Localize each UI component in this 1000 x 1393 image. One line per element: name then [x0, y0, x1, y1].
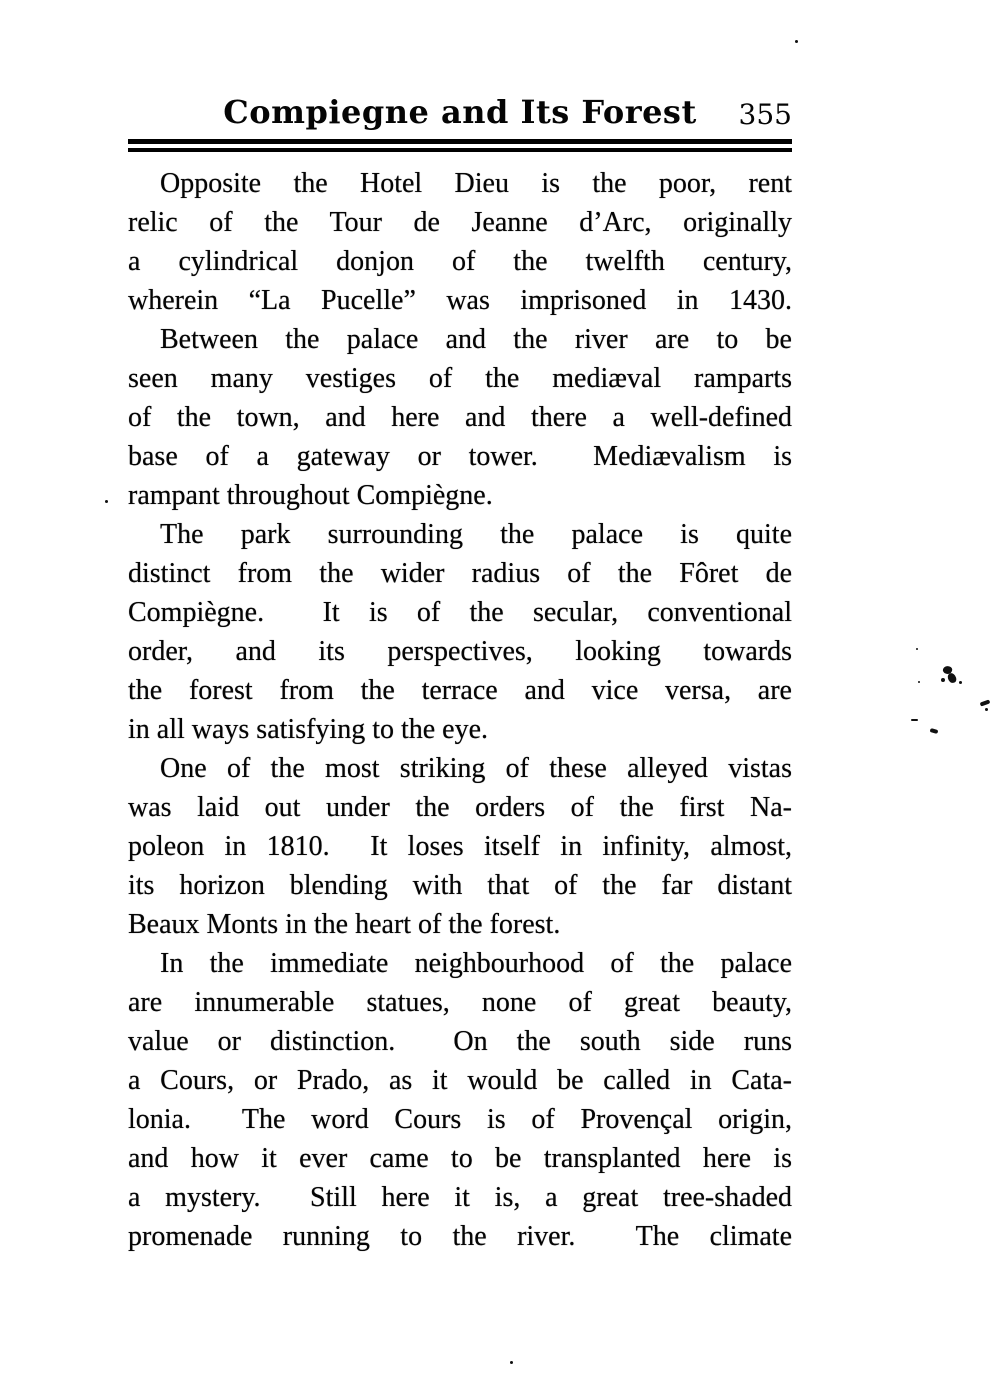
text-line: Opposite the Hotel Dieu is the poor, rent	[160, 168, 792, 199]
text-line: was laid out under the orders of the first Na-	[128, 792, 792, 823]
scan-speck	[959, 681, 962, 684]
scan-speck	[985, 708, 988, 711]
text-line: Between the palace and the river are to be	[160, 324, 792, 355]
scan-speck	[980, 699, 991, 706]
text-line: the forest from the terrace and vice versa, are	[128, 675, 792, 706]
text-line: lonia. The word Cours is of Provençal origin,	[128, 1104, 792, 1135]
running-header	[128, 90, 792, 138]
double-rule-divider	[128, 139, 792, 152]
text-line: relic of the Tour de Jeanne d’Arc, originally	[128, 207, 792, 238]
scan-speck	[105, 500, 108, 503]
scan-speck	[930, 728, 939, 734]
text-line: wherein “La Pucelle” was imprisoned in 1430.	[128, 285, 792, 316]
text-line: a Cours, or Prado, as it would be called in Cata-	[128, 1065, 792, 1096]
paragraph	[128, 164, 792, 320]
scan-speck	[947, 672, 957, 684]
text-line: a mystery. Still here it is, a great tree-shaded	[128, 1182, 792, 1213]
text-line: a cylindrical donjon of the twelfth century,	[128, 246, 792, 277]
text-line: in all ways satisfying to the eye.	[128, 714, 489, 745]
text-line: seen many vestiges of the mediæval ramparts	[128, 363, 792, 394]
scan-speck	[795, 40, 798, 43]
text-line: and how it ever came to be transplanted here is	[128, 1143, 792, 1174]
text-line: rampant throughout Compiègne.	[128, 480, 493, 511]
body-text	[128, 164, 792, 1256]
text-line: value or distinction. On the south side runs	[128, 1026, 792, 1057]
text-line: promenade running to the river. The climate	[128, 1221, 792, 1252]
text-line: base of a gateway or tower. Mediævalism is	[128, 441, 792, 472]
text-line: In the immediate neighbourhood of the palace	[160, 948, 792, 979]
text-line: Compiègne. It is of the secular, conventional	[128, 597, 792, 628]
text-line: The park surrounding the palace is quite	[160, 519, 792, 550]
paragraph	[128, 944, 792, 1256]
text-line: of the town, and here and there a well-defined	[128, 402, 792, 433]
text-line: its horizon blending with that of the far distant	[128, 870, 792, 901]
scan-speck	[941, 678, 945, 682]
page-title: Compiegne and Its Forest	[223, 93, 697, 131]
paragraph	[128, 749, 792, 944]
text-line: One of the most striking of these alleyed vistas	[160, 753, 792, 784]
page-number: 355	[738, 98, 792, 131]
scan-speck	[916, 648, 918, 650]
text-line: distinct from the wider radius of the Fôret de	[128, 558, 792, 589]
paragraph	[128, 515, 792, 749]
scan-speck	[510, 1361, 513, 1364]
scan-speck	[911, 719, 918, 721]
text-line: Beaux Monts in the heart of the forest.	[128, 909, 561, 940]
scan-speck	[918, 681, 920, 683]
page-content	[128, 90, 792, 1256]
text-line: order, and its perspectives, looking towards	[128, 636, 792, 667]
text-line: poleon in 1810. It loses itself in infinity, almost,	[128, 831, 792, 862]
text-line: are innumerable statues, none of great beauty,	[128, 987, 792, 1018]
paragraph	[128, 320, 792, 515]
